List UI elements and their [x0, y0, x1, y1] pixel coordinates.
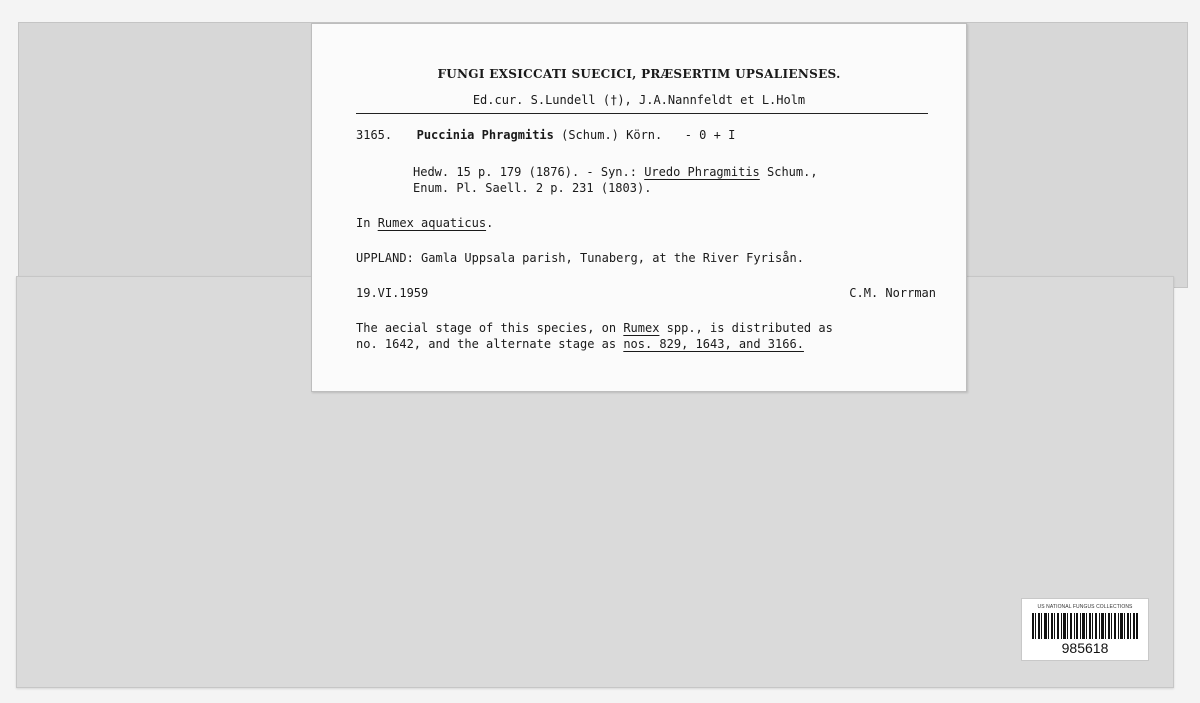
note-text-continued: spp., is distributed as — [659, 321, 833, 335]
spore-stages: - 0 + I — [684, 128, 736, 142]
series-title: FUNGI EXSICCATI SUECICI, PRÆSERTIM UPSALIENSES. — [437, 67, 841, 81]
collector-name: C.M. Norrman — [849, 286, 936, 300]
host-name: Rumex aquaticus — [377, 216, 487, 230]
note-line-2 — [356, 336, 804, 352]
note-host: Rumex — [623, 321, 660, 335]
citation-text: Hedw. 15 p. 179 (1876). - Syn.: — [413, 165, 645, 179]
specimen-label — [311, 23, 967, 392]
citation-line-2: Enum. Pl. Saell. 2 p. 231 (1803). — [413, 181, 652, 195]
collection-date: 19.VI.1959 — [356, 286, 429, 300]
synonym-authority: Schum., — [759, 165, 818, 179]
barcode-number: 985618 — [1061, 640, 1109, 656]
note-text-2: no. 1642, and the alternate stage as — [356, 337, 624, 351]
synonym-name: Uredo Phragmitis — [644, 165, 760, 179]
barcode-institution: US NATIONAL FUNGUS COLLECTIONS — [1037, 604, 1133, 610]
barcode-icon — [1032, 613, 1138, 639]
header-divider — [356, 113, 928, 114]
exsiccata-number: 3165. — [356, 128, 393, 142]
note-numbers: nos. 829, 1643, and 3166. — [623, 337, 804, 351]
editors-line: Ed.cur. S.Lundell (†), J.A.Nannfeldt et L.Holm — [472, 93, 806, 107]
host-line — [356, 215, 493, 231]
species-authority: (Schum.) Körn. — [561, 128, 663, 142]
citation-line-1 — [413, 164, 818, 180]
host-prefix: In — [356, 216, 378, 230]
note-line-1 — [356, 320, 833, 336]
host-suffix: . — [486, 216, 494, 230]
locality-line: UPPLAND: Gamla Uppsala parish, Tunaberg, at the River Fyrisån. — [356, 251, 804, 265]
note-text: The aecial stage of this species, on — [356, 321, 624, 335]
species-line — [356, 127, 735, 143]
barcode-label — [1021, 598, 1149, 661]
species-name: Puccinia Phragmitis — [416, 128, 554, 142]
